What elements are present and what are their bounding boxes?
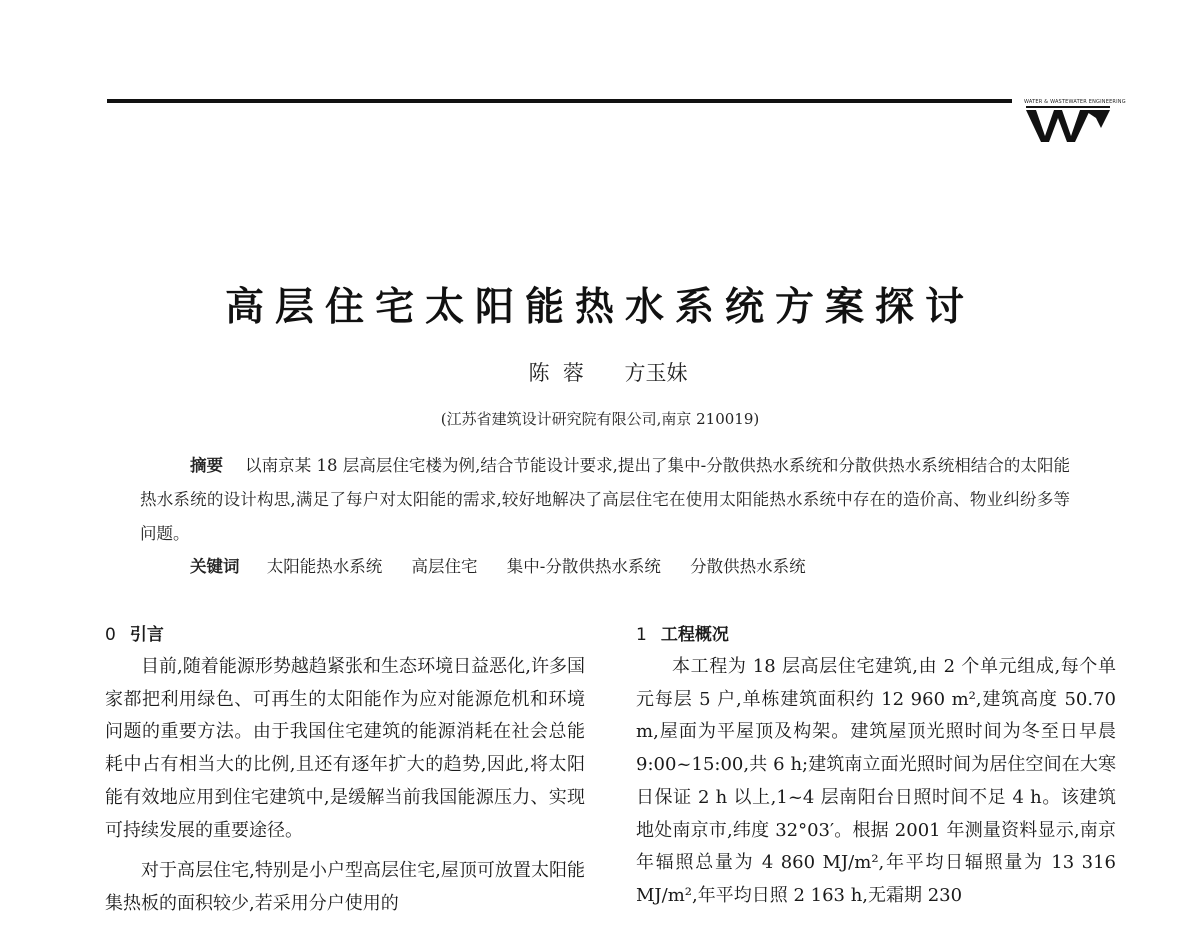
- abstract-block: [140, 449, 1070, 551]
- journal-tag: WATER & WASTEWATER ENGINEERING: [1024, 99, 1126, 105]
- keyword-item: 太阳能热水系统: [266, 557, 383, 576]
- keywords-block: [190, 552, 1090, 582]
- keywords-label: 关键词: [190, 557, 240, 576]
- abstract-label: 摘要: [190, 456, 224, 475]
- header-rule: [107, 99, 1012, 103]
- section-title: 工程概况: [660, 625, 729, 645]
- author-name: 方玉妹: [624, 361, 688, 385]
- body-paragraph: 对于高层住宅,特别是小户型高层住宅,屋顶可放置太阳能集热板的面积较少,若采用分户使用的: [105, 860, 585, 914]
- keyword-item: 集中-分散供热水系统: [506, 557, 661, 576]
- body-paragraph: 目前,随着能源形势越趋紧张和生态环境日益恶化,许多国家都把利用绿色、可再生的太阳能作为应对能源危机和环境问题的重要方法。由于我国住宅建筑的能源消耗在社会总能耗中占有相当大的比例,且还有逐年扩大的趋势,因此,将太阳能有效地应用到住宅建筑中,是缓解当前我国能源压力、实现可持续发展的重要途径。: [105, 656, 585, 841]
- abstract-text: 以南京某 18 层高层住宅楼为例,结合节能设计要求,提出了集中-分散供热水系统和分散供热水系统相结合的太阳能热水系统的设计构思,满足了每户对太阳能的需求,较好地解决了高层住宅在使用太阳能热水系统中存在的造价高、物业纠纷多等问题。: [140, 456, 1070, 543]
- right-column: [636, 621, 1116, 913]
- body-paragraph: 本工程为 18 层高层住宅建筑,由 2 个单元组成,每个单元每层 5 户,单栋建筑面积约 12 960 m²,建筑高度 50.70 m,屋面为平屋顶及构架。建筑屋顶光照时间为冬至日早晨 9:00~15:00,共 6 h;建筑南立面光照时间为居住空间在大寒日保证 2 h 以上,1~4 层南阳台日照时间不足 4 h。该建筑地处南京市,纬度 32°03′。根据 2001 年测量资料显示,南京年辐照总量为 4 860 MJ/m²,年平均日辐照量为 13 316 MJ/m²,年平均日照 2 163 h,无霜期 230: [636, 656, 1116, 906]
- section-title: 引言: [129, 625, 164, 645]
- keyword-item: 高层住宅: [411, 557, 478, 576]
- author-name: 陈 蓉: [528, 361, 584, 385]
- keyword-item: 分散供热水系统: [690, 557, 806, 576]
- ww-logo-icon: [1026, 106, 1110, 144]
- section-heading: [636, 621, 1116, 651]
- article-title: 高层住宅太阳能热水系统方案探讨: [224, 285, 975, 330]
- left-column: [105, 621, 585, 921]
- section-number: 1: [636, 625, 647, 645]
- section-number: 0: [105, 625, 116, 645]
- author-list: [0, 357, 1200, 387]
- affiliation: (江苏省建筑设计研究院有限公司,南京 210019): [440, 410, 760, 428]
- section-heading: [105, 621, 585, 651]
